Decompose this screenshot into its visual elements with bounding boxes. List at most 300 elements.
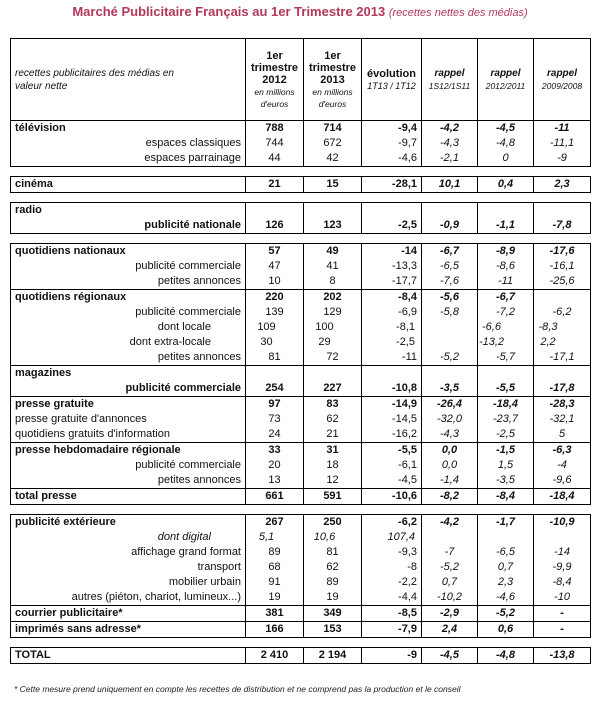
spacer-cell (362, 167, 422, 177)
evolution-value-text: -9 (407, 649, 417, 661)
evolution-value (362, 412, 422, 427)
evolution-value (362, 575, 422, 590)
rappel-2012 (478, 458, 534, 473)
value-2012 (246, 443, 304, 459)
rappel-1s12 (422, 151, 478, 167)
rappel-2009-text: -9 (557, 152, 567, 164)
evolution-value-text: -14,5 (391, 413, 417, 425)
rappel-2009 (534, 412, 591, 427)
value-2012 (246, 136, 304, 151)
evolution-value-text: -8,1 (396, 321, 415, 333)
rappel-2009 (534, 515, 591, 531)
value-2013-text: 591 (323, 490, 342, 502)
rappel-1s12-text: -5,6 (440, 291, 459, 303)
value-2013-text: 83 (326, 398, 339, 410)
value-2012 (246, 121, 304, 137)
value-2012-text: 5,1 (258, 531, 275, 543)
row-label (11, 648, 246, 664)
rappel-2012-text: -13,2 (478, 336, 505, 348)
evolution-value-text: -6,9 (398, 306, 417, 318)
rappel-2009-text: - (560, 623, 564, 635)
rappel-1s12-text: -6,7 (440, 245, 459, 257)
value-2012-text: 267 (265, 516, 284, 528)
rappel-2012 (478, 274, 534, 290)
row-label (11, 575, 246, 590)
table-row (11, 203, 591, 219)
rappel-1s12 (422, 560, 478, 575)
table-row (11, 350, 591, 366)
evolution-value (362, 560, 422, 575)
evolution-value (362, 274, 422, 290)
row-label-text: publicité nationale (144, 219, 241, 231)
row-label (11, 121, 246, 137)
row-label-text: quotidiens gratuits d'information (15, 428, 170, 440)
spacer-cell (11, 505, 246, 515)
table-row (11, 427, 591, 443)
value-2012 (246, 515, 304, 531)
rappel-2009 (534, 622, 591, 638)
value-2013 (304, 473, 362, 489)
rappel-2012-text: 0,7 (497, 561, 514, 573)
rappel-2012-text: -6,5 (496, 546, 515, 558)
spacer-cell (422, 505, 478, 515)
rappel-2009-text: 2,2 (540, 336, 556, 348)
rappel-2009-text: -9,9 (552, 561, 572, 573)
header-rappel-3: rappel 2009/2008 (534, 39, 591, 121)
rappel-2009-text: -6,2 (552, 306, 572, 318)
value-2012-text: 13 (268, 474, 281, 486)
rappel-2009-text: -28,3 (549, 398, 575, 410)
rappel-2009-text: 2,3 (554, 178, 570, 190)
evolution-value (362, 366, 422, 382)
rappel-2009 (534, 151, 591, 167)
rappel-1s12 (422, 545, 478, 560)
rappel-1s12 (422, 305, 478, 320)
row-label-text: publicité commerciale (135, 260, 241, 272)
spacer-cell (246, 167, 304, 177)
value-2013-text: 19 (326, 591, 339, 603)
value-2012-text: 24 (268, 428, 281, 440)
spacer-cell (246, 234, 304, 244)
rappel-2012 (478, 136, 534, 151)
row-label (11, 397, 246, 413)
rappel-2009-text: 5 (558, 428, 566, 440)
evolution-value (362, 290, 422, 306)
header-rappel-1: rappel 1S12/1S11 (422, 39, 478, 121)
value-2013 (304, 515, 362, 531)
rappel-1s12 (422, 489, 478, 505)
value-2013-text: 714 (323, 122, 342, 134)
rappel-1s12 (422, 136, 478, 151)
value-2013-text: 12 (326, 474, 339, 486)
rappel-2009 (534, 203, 591, 219)
value-2013 (304, 427, 362, 443)
rappel-2009 (534, 458, 591, 473)
value-2013 (304, 648, 362, 664)
value-2012-text: 661 (265, 490, 284, 502)
value-2013-text: 672 (323, 137, 342, 149)
evolution-value-text: -7,9 (398, 623, 417, 635)
evolution-value (362, 121, 422, 137)
rappel-1s12 (422, 458, 478, 473)
evolution-value-text: -14,9 (391, 398, 417, 410)
evolution-value-text: -9,3 (398, 546, 417, 558)
value-2012-text: 20 (268, 459, 281, 471)
rappel-2012 (478, 489, 534, 505)
row-label-text: publicité commerciale (135, 459, 241, 471)
value-2012 (246, 244, 304, 260)
rappel-2009 (534, 575, 591, 590)
evolution-value (362, 136, 422, 151)
value-2013-text: 72 (326, 351, 339, 363)
rappel-2012-text: -8,6 (496, 260, 515, 272)
rappel-2009-text: -8,3 (538, 321, 558, 333)
evolution-value (362, 590, 422, 606)
row-label (11, 443, 246, 459)
value-2013-text: 100 (315, 321, 334, 333)
row-label-text: affichage grand format (131, 546, 241, 558)
evolution-value-text: -11 (401, 351, 417, 363)
evolution-value-text: -2,2 (398, 576, 417, 588)
evolution-value (362, 530, 422, 545)
table-row (11, 515, 591, 531)
rappel-2012 (478, 397, 534, 413)
value-2012-text: 126 (265, 219, 284, 231)
rappel-2009-text: -14 (554, 546, 570, 558)
header-label: recettes publicitaires des médias en valeur nette (11, 39, 246, 121)
value-2013 (304, 530, 362, 545)
value-2013-text: 81 (326, 546, 339, 558)
value-2013 (304, 244, 362, 260)
rappel-1s12-text: 0,0 (441, 459, 458, 471)
rappel-2012-text: -6,7 (496, 291, 515, 303)
rappel-1s12 (422, 648, 478, 664)
spacer-row (11, 167, 591, 177)
rappel-1s12-text: -4,5 (440, 649, 459, 661)
evolution-value-text: -13,3 (391, 260, 417, 272)
value-2012 (246, 350, 304, 366)
value-2012-text: 73 (268, 413, 281, 425)
rappel-2009 (534, 590, 591, 606)
rappel-2012 (478, 530, 534, 545)
spacer-cell (422, 638, 478, 648)
rappel-1s12 (422, 590, 478, 606)
evolution-value (362, 515, 422, 531)
table-row (11, 366, 591, 382)
value-2013-text: 227 (323, 382, 342, 394)
rappel-2009 (534, 530, 591, 545)
rappel-2009 (534, 177, 591, 193)
header-rappel-2: rappel 2012/2011 (478, 39, 534, 121)
value-2012-text: 744 (265, 137, 284, 149)
rappel-2009 (534, 121, 591, 137)
rappel-1s12 (422, 606, 478, 622)
value-2012-text: 97 (268, 398, 281, 410)
rappel-2009 (534, 427, 591, 443)
row-label-text: télévision (15, 122, 66, 134)
rappel-1s12 (422, 350, 478, 366)
value-2012 (246, 177, 304, 193)
value-2013 (304, 290, 362, 306)
evolution-value-text: -4,5 (398, 474, 417, 486)
rappel-2012 (478, 259, 534, 274)
table-row (11, 622, 591, 638)
rappel-2009-text: -16,1 (549, 260, 575, 272)
value-2013 (304, 320, 362, 335)
table-row (11, 259, 591, 274)
rappel-2012-text: -8,9 (496, 245, 515, 257)
table-row (11, 381, 591, 397)
rappel-2012-text: 0 (502, 152, 509, 164)
evolution-value-text: -2,5 (396, 336, 415, 348)
row-label-text: petites annonces (157, 474, 241, 486)
rappel-2009 (534, 473, 591, 489)
rappel-1s12-text: 0,7 (441, 576, 458, 588)
row-label (11, 489, 246, 505)
row-label-text: dont locale (157, 321, 211, 333)
spacer-cell (304, 234, 362, 244)
value-2012 (246, 622, 304, 638)
value-2013-text: 89 (326, 576, 339, 588)
value-2012-text: 68 (268, 561, 281, 573)
rappel-2012-text: -18,4 (492, 398, 519, 410)
spacer-cell (422, 167, 478, 177)
rappel-2012 (478, 648, 534, 664)
spacer-cell (304, 638, 362, 648)
row-label (11, 151, 246, 167)
evolution-value (362, 203, 422, 219)
rappel-2012 (478, 381, 534, 397)
rappel-2012 (478, 622, 534, 638)
header-2013: 1er trimestre 2013 en millions d'euros (304, 39, 362, 121)
evolution-value-text: -10,8 (391, 382, 417, 394)
row-label (11, 274, 246, 290)
rappel-1s12 (422, 177, 478, 193)
value-2013 (304, 560, 362, 575)
table-row (11, 121, 591, 137)
row-label-text: petites annonces (157, 351, 241, 363)
row-label-text: publicité commerciale (135, 306, 241, 318)
row-label (11, 530, 246, 545)
table-row (11, 136, 591, 151)
evolution-value (362, 458, 422, 473)
rappel-2009 (534, 648, 591, 664)
rappel-2009 (534, 397, 591, 413)
row-label (11, 350, 246, 366)
row-label-text: mobilier urbain (168, 576, 241, 588)
value-2013-text: 123 (323, 219, 342, 231)
row-label (11, 427, 246, 443)
spacer-cell (422, 234, 478, 244)
evolution-value-text: -5,5 (398, 444, 417, 456)
footnote: * Cette mesure prend uniquement en compte les recettes de distribution et ne comprend pas la production et le conseil (14, 684, 461, 694)
value-2013-text: 10,6 (313, 531, 336, 543)
rappel-2012-text: -5,7 (496, 351, 515, 363)
rappel-1s12 (422, 412, 478, 427)
rappel-2009-text: -6,3 (552, 444, 572, 456)
row-label (11, 458, 246, 473)
rappel-2009 (534, 274, 591, 290)
rappel-2012-text: -7,2 (496, 306, 515, 318)
value-2013 (304, 397, 362, 413)
evolution-value-text: -16,2 (391, 428, 417, 440)
rappel-1s12 (422, 121, 478, 137)
rappel-2012 (478, 350, 534, 366)
rappel-1s12-text: -0,9 (440, 219, 459, 231)
evolution-value-text: -6,2 (398, 516, 417, 528)
rappel-2012 (478, 151, 534, 167)
evolution-value (362, 622, 422, 638)
rappel-2009-text: -8,4 (552, 576, 572, 588)
rappel-2012 (478, 427, 534, 443)
row-label-text: publicité extérieure (15, 516, 116, 528)
rappel-2012 (478, 366, 534, 382)
value-2012-text: 89 (268, 546, 281, 558)
table-row (11, 443, 591, 459)
value-2013 (304, 545, 362, 560)
table-row (11, 412, 591, 427)
rappel-1s12 (422, 290, 478, 306)
row-label (11, 515, 246, 531)
rappel-2009-text: -11,1 (549, 137, 575, 149)
value-2013 (304, 305, 362, 320)
value-2012 (246, 473, 304, 489)
spacer-cell (534, 193, 591, 203)
rappel-1s12-text: -7,6 (440, 275, 459, 287)
value-2013-text: 129 (323, 306, 342, 318)
value-2013-text: 31 (326, 444, 339, 456)
rappel-1s12-text: -5,2 (440, 561, 459, 573)
row-label-text: quotidiens régionaux (15, 291, 127, 303)
row-label-text: quotidiens nationaux (15, 245, 126, 257)
rappel-2009 (534, 381, 591, 397)
spacer-cell (11, 234, 246, 244)
rappel-1s12 (422, 443, 478, 459)
spacer-cell (362, 234, 422, 244)
rappel-2012-text: -5,2 (496, 607, 515, 619)
spacer-cell (362, 505, 422, 515)
spacer-cell (246, 193, 304, 203)
rappel-2009-text: -11 (554, 122, 570, 134)
value-2013-text: 153 (323, 623, 342, 635)
row-label-text: magazines (15, 367, 72, 379)
rappel-2009-text: -18,4 (549, 490, 575, 502)
row-label (11, 136, 246, 151)
evolution-value-text: -6,1 (398, 459, 417, 471)
table-row (11, 244, 591, 260)
evolution-value-text: -14 (401, 245, 417, 257)
row-label-text: presse gratuite d'annonces (15, 413, 147, 425)
row-label (11, 366, 246, 382)
rappel-2009 (534, 489, 591, 505)
rappel-2012 (478, 560, 534, 575)
rappel-2009-text: -9,6 (552, 474, 572, 486)
header-row (11, 39, 591, 121)
value-2012-text: 166 (265, 623, 284, 635)
rappel-2012-text: -6,6 (482, 321, 501, 333)
value-2013 (304, 575, 362, 590)
rappel-1s12 (422, 320, 478, 335)
evolution-value (362, 320, 422, 335)
table-row (11, 458, 591, 473)
row-label-text: imprimés sans adresse* (15, 623, 141, 635)
rappel-2009 (534, 218, 591, 234)
rappel-2012 (478, 545, 534, 560)
rappel-1s12 (422, 366, 478, 382)
table-row (11, 397, 591, 413)
rappel-1s12-text: -1,4 (440, 474, 459, 486)
evolution-value-text: 107,4 (387, 531, 415, 543)
rappel-1s12-text: -32,0 (436, 413, 463, 425)
row-label (11, 290, 246, 306)
row-label (11, 622, 246, 638)
value-2012 (246, 545, 304, 560)
evolution-value (362, 177, 422, 193)
spacer-row (11, 638, 591, 648)
value-2013 (304, 412, 362, 427)
rappel-2012 (478, 590, 534, 606)
evolution-value-text: -4,4 (398, 591, 417, 603)
value-2012 (246, 274, 304, 290)
value-2012-text: 788 (265, 122, 284, 134)
rappel-2012 (478, 244, 534, 260)
table-row (11, 473, 591, 489)
spacer-cell (11, 638, 246, 648)
value-2012 (246, 560, 304, 575)
rappel-2009-text: -4 (557, 459, 567, 471)
rappel-2012 (478, 443, 534, 459)
value-2013-text: 15 (326, 178, 339, 190)
spacer-cell (534, 167, 591, 177)
rappel-2012 (478, 290, 534, 306)
rappel-1s12-text: -4,2 (440, 516, 459, 528)
table-row (11, 560, 591, 575)
value-2012-text: 381 (265, 607, 284, 619)
value-2012 (246, 320, 304, 335)
table-row (11, 335, 591, 350)
rappel-2012-text: -8,4 (496, 490, 515, 502)
rappel-1s12-text: -2,9 (440, 607, 459, 619)
rappel-2012-text: 2,3 (497, 576, 514, 588)
value-2012 (246, 290, 304, 306)
rappel-1s12-text: -6,5 (440, 260, 459, 272)
value-2013 (304, 136, 362, 151)
rappel-2012-text: 1,5 (497, 459, 514, 471)
value-2012 (246, 648, 304, 664)
evolution-value (362, 489, 422, 505)
page-title (0, 4, 600, 19)
value-2013 (304, 203, 362, 219)
value-2013 (304, 218, 362, 234)
rappel-1s12-text: -8,2 (440, 490, 459, 502)
evolution-value-text: -9,7 (398, 137, 417, 149)
rappel-1s12-text: -10,2 (436, 591, 463, 603)
rappel-1s12-text: -4,3 (440, 428, 459, 440)
evolution-value (362, 443, 422, 459)
evolution-value (362, 244, 422, 260)
rappel-1s12 (422, 427, 478, 443)
value-2012-text: 109 (257, 321, 276, 333)
value-2013-text: 21 (326, 428, 339, 440)
row-label (11, 218, 246, 234)
rappel-2012-text: -5,5 (496, 382, 515, 394)
title-main: Marché Publicitaire Français au 1er Trimestre 2013 (72, 4, 386, 19)
rappel-2012-text: -3,5 (496, 474, 515, 486)
value-2012 (246, 259, 304, 274)
rappel-2009-text: -7,8 (552, 219, 572, 231)
value-2013-text: 8 (329, 275, 336, 287)
rappel-1s12-text: -2,1 (440, 152, 459, 164)
